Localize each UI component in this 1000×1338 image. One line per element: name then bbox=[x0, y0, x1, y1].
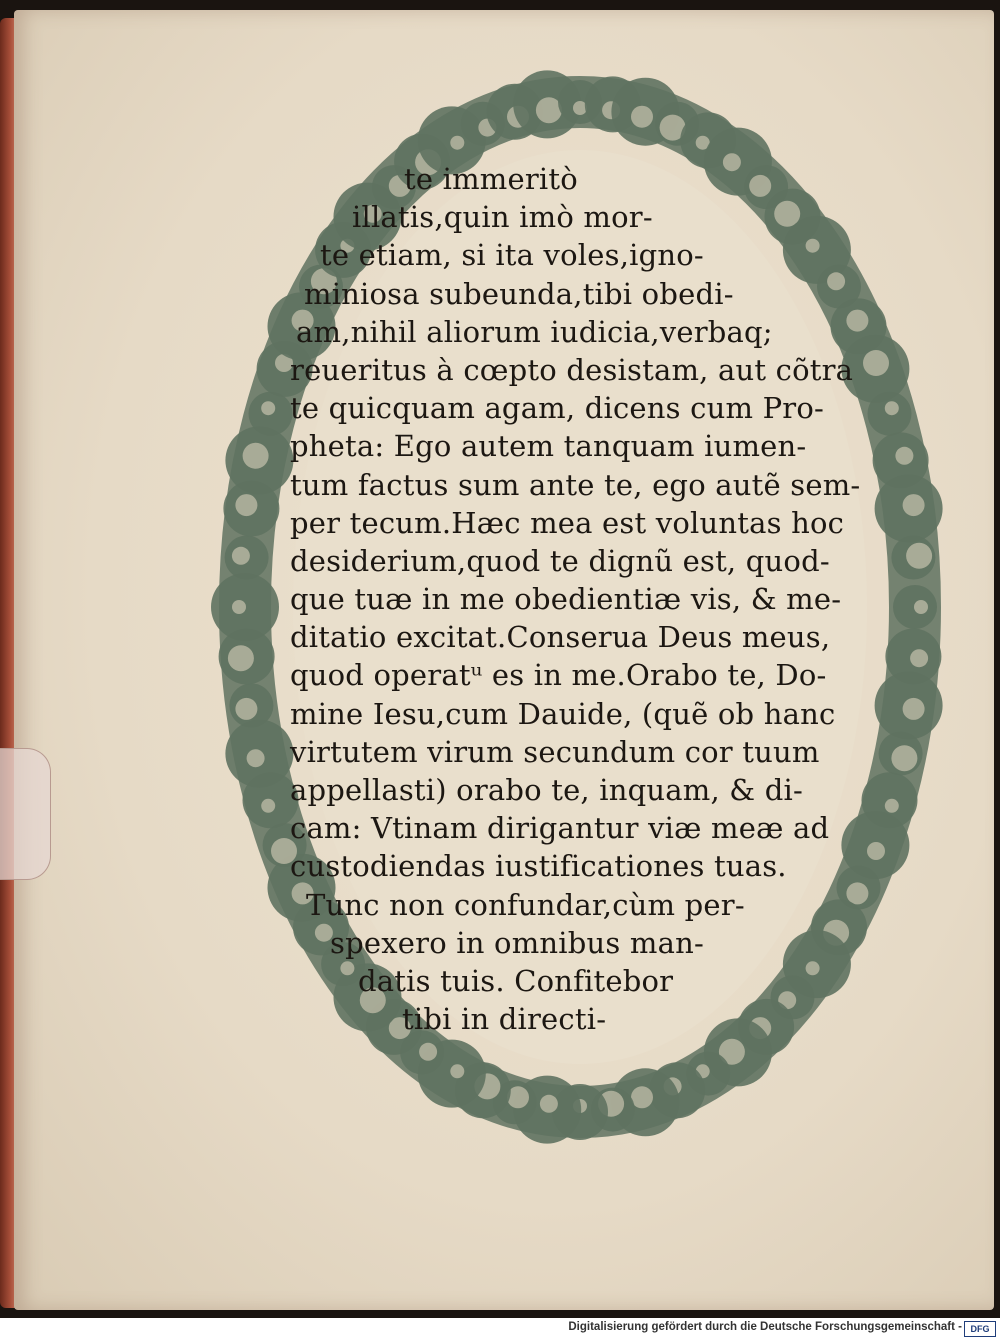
text-line: te quicquam agam, dicens cum Pro- bbox=[290, 391, 825, 426]
text-line: spexero in omnibus man- bbox=[330, 925, 704, 960]
text-line: tibi in directi- bbox=[402, 1002, 607, 1037]
dfg-logo: DFG bbox=[964, 1321, 996, 1337]
text-line: desiderium,quod te dignũ est, quod- bbox=[290, 543, 830, 578]
text-line: miniosa subeunda,tibi obedi- bbox=[304, 276, 734, 311]
text-line: te etiam, si ita voles,igno- bbox=[320, 238, 704, 273]
text-line: reueritus à cœpto desistam, aut cõtra bbox=[290, 352, 854, 387]
text-line: virtutem virum secundum cor tuum bbox=[290, 734, 820, 769]
text-line: cam: Vtinam dirigantur viæ meæ ad bbox=[290, 811, 830, 846]
text-line: custodiendas iustificationes tuas. bbox=[290, 849, 787, 884]
text-line: appellasti) orabo te, inquam, & di- bbox=[290, 773, 803, 807]
page-tab-marker bbox=[0, 748, 51, 880]
text-line: per tecum.Hæc mea est voluntas hoc bbox=[290, 505, 845, 540]
page-text bbox=[290, 160, 870, 1038]
footer-bar bbox=[0, 1318, 1000, 1338]
text-line: que tuæ in me obedientiæ vis, & me- bbox=[290, 582, 842, 617]
text-line: pheta: Ego autem tanquam iumen- bbox=[290, 429, 807, 464]
text-line: tum factus sum ante te, ego autẽ sem- bbox=[290, 467, 861, 502]
text-line: Tunc non confundar,cùm per- bbox=[306, 887, 745, 922]
text-line: ditatio excitat.Conserua Deus meus, bbox=[290, 620, 831, 655]
text-line: am,nihil aliorum iudicia,verbaq; bbox=[296, 314, 773, 349]
text-line: datis tuis. Confitebor bbox=[358, 963, 674, 998]
text-line: mine Iesu,cum Dauide, (quẽ ob hanc bbox=[290, 696, 836, 731]
text-line: quod operatᵘ es in me.Orabo te, Do- bbox=[290, 658, 827, 693]
text-line: te immeritò bbox=[404, 162, 578, 196]
text-line: illatis,quin imò mor- bbox=[352, 200, 653, 235]
footer-credit: Digitalisierung gefördert durch die Deutsche Forschungsgemeinschaft - bbox=[568, 1321, 962, 1333]
